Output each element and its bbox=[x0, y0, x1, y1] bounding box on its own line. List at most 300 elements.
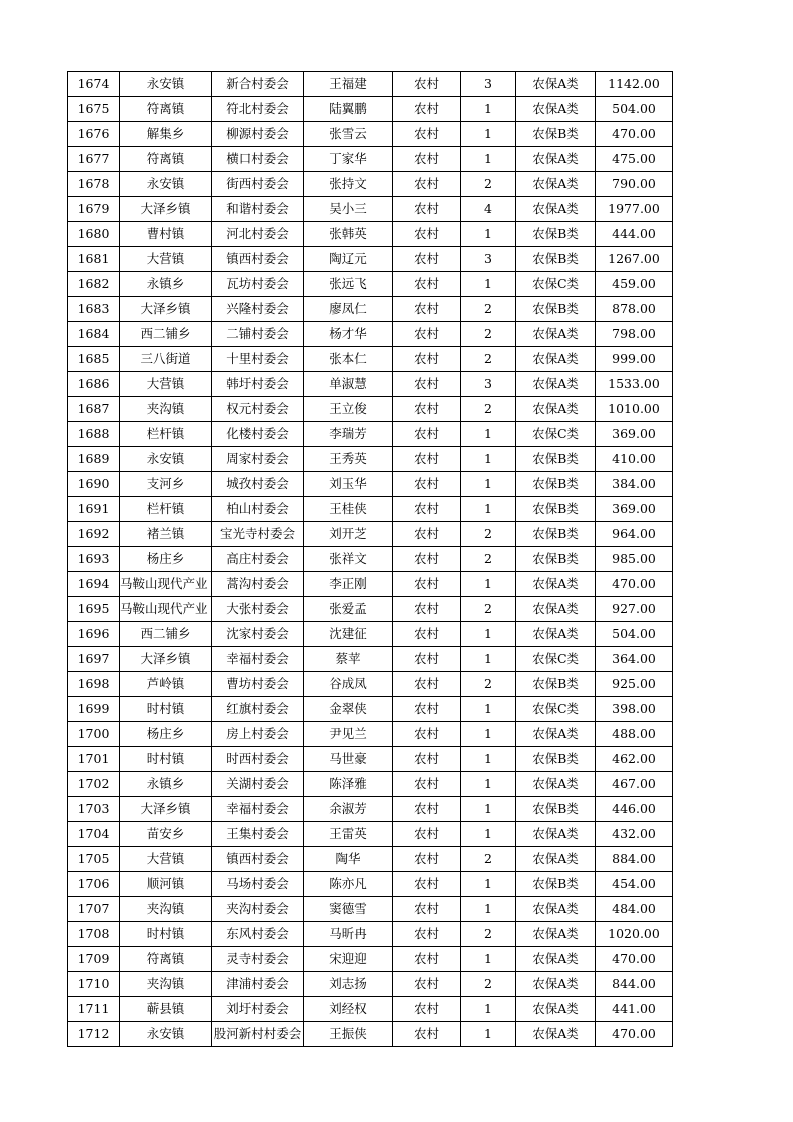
person-name-cell: 王立俊 bbox=[304, 397, 393, 422]
amount-cell: 925.00 bbox=[596, 672, 673, 697]
insurance-category-cell: 农保A类 bbox=[516, 847, 596, 872]
town-cell: 夹沟镇 bbox=[120, 397, 212, 422]
amount-cell: 441.00 bbox=[596, 997, 673, 1022]
town-cell: 时村镇 bbox=[120, 697, 212, 722]
area-type-cell: 农村 bbox=[393, 197, 461, 222]
insurance-category-cell: 农保B类 bbox=[516, 222, 596, 247]
record-id-cell: 1712 bbox=[68, 1022, 120, 1047]
insurance-category-cell: 农保A类 bbox=[516, 897, 596, 922]
insurance-category-cell: 农保A类 bbox=[516, 722, 596, 747]
table-row bbox=[68, 72, 673, 97]
household-count-cell: 1 bbox=[461, 497, 516, 522]
village-committee-cell: 幸福村委会 bbox=[212, 647, 304, 672]
household-count-cell: 1 bbox=[461, 722, 516, 747]
area-type-cell: 农村 bbox=[393, 897, 461, 922]
village-committee-cell: 宝光寺村委会 bbox=[212, 522, 304, 547]
table-row bbox=[68, 572, 673, 597]
table-row bbox=[68, 422, 673, 447]
insurance-category-cell: 农保A类 bbox=[516, 997, 596, 1022]
amount-cell: 470.00 bbox=[596, 572, 673, 597]
town-cell: 大泽乡镇 bbox=[120, 647, 212, 672]
area-type-cell: 农村 bbox=[393, 1022, 461, 1047]
person-name-cell: 李瑞芳 bbox=[304, 422, 393, 447]
village-committee-cell: 街西村委会 bbox=[212, 172, 304, 197]
village-committee-cell: 瓦坊村委会 bbox=[212, 272, 304, 297]
town-cell: 符离镇 bbox=[120, 147, 212, 172]
person-name-cell: 刘志扬 bbox=[304, 972, 393, 997]
area-type-cell: 农村 bbox=[393, 947, 461, 972]
record-id-cell: 1700 bbox=[68, 722, 120, 747]
amount-cell: 878.00 bbox=[596, 297, 673, 322]
record-id-cell: 1699 bbox=[68, 697, 120, 722]
area-type-cell: 农村 bbox=[393, 872, 461, 897]
village-committee-cell: 符北村委会 bbox=[212, 97, 304, 122]
person-name-cell: 王振侠 bbox=[304, 1022, 393, 1047]
amount-cell: 444.00 bbox=[596, 222, 673, 247]
record-id-cell: 1695 bbox=[68, 597, 120, 622]
person-name-cell: 马昕冉 bbox=[304, 922, 393, 947]
insurance-category-cell: 农保A类 bbox=[516, 822, 596, 847]
amount-cell: 504.00 bbox=[596, 97, 673, 122]
table-row bbox=[68, 847, 673, 872]
area-type-cell: 农村 bbox=[393, 72, 461, 97]
household-count-cell: 1 bbox=[461, 472, 516, 497]
amount-cell: 798.00 bbox=[596, 322, 673, 347]
table-row bbox=[68, 947, 673, 972]
record-id-cell: 1693 bbox=[68, 547, 120, 572]
household-count-cell: 1 bbox=[461, 947, 516, 972]
person-name-cell: 吴小三 bbox=[304, 197, 393, 222]
person-name-cell: 尹见兰 bbox=[304, 722, 393, 747]
town-cell: 栏杆镇 bbox=[120, 497, 212, 522]
amount-cell: 884.00 bbox=[596, 847, 673, 872]
person-name-cell: 丁家华 bbox=[304, 147, 393, 172]
insurance-category-cell: 农保A类 bbox=[516, 97, 596, 122]
table-row bbox=[68, 347, 673, 372]
village-committee-cell: 和谐村委会 bbox=[212, 197, 304, 222]
household-count-cell: 1 bbox=[461, 822, 516, 847]
household-count-cell: 1 bbox=[461, 797, 516, 822]
amount-cell: 470.00 bbox=[596, 1022, 673, 1047]
household-count-cell: 2 bbox=[461, 397, 516, 422]
person-name-cell: 蔡苹 bbox=[304, 647, 393, 672]
town-cell: 永安镇 bbox=[120, 1022, 212, 1047]
amount-cell: 364.00 bbox=[596, 647, 673, 672]
village-committee-cell: 柏山村委会 bbox=[212, 497, 304, 522]
person-name-cell: 宋迎迎 bbox=[304, 947, 393, 972]
amount-cell: 790.00 bbox=[596, 172, 673, 197]
area-type-cell: 农村 bbox=[393, 647, 461, 672]
area-type-cell: 农村 bbox=[393, 472, 461, 497]
amount-cell: 1267.00 bbox=[596, 247, 673, 272]
village-committee-cell: 兴隆村委会 bbox=[212, 297, 304, 322]
insurance-category-cell: 农保A类 bbox=[516, 947, 596, 972]
table-row bbox=[68, 122, 673, 147]
insurance-category-cell: 农保C类 bbox=[516, 422, 596, 447]
table-row bbox=[68, 697, 673, 722]
household-count-cell: 1 bbox=[461, 772, 516, 797]
person-name-cell: 余淑芳 bbox=[304, 797, 393, 822]
town-cell: 夹沟镇 bbox=[120, 972, 212, 997]
household-count-cell: 2 bbox=[461, 972, 516, 997]
household-count-cell: 1 bbox=[461, 122, 516, 147]
village-committee-cell: 王集村委会 bbox=[212, 822, 304, 847]
record-id-cell: 1683 bbox=[68, 297, 120, 322]
person-name-cell: 廖凤仁 bbox=[304, 297, 393, 322]
person-name-cell: 王福建 bbox=[304, 72, 393, 97]
amount-cell: 1533.00 bbox=[596, 372, 673, 397]
town-cell: 符离镇 bbox=[120, 947, 212, 972]
area-type-cell: 农村 bbox=[393, 97, 461, 122]
village-committee-cell: 关湖村委会 bbox=[212, 772, 304, 797]
amount-cell: 410.00 bbox=[596, 447, 673, 472]
town-cell: 解集乡 bbox=[120, 122, 212, 147]
table-body bbox=[68, 72, 673, 1047]
village-committee-cell: 股河新村村委会 bbox=[212, 1022, 304, 1047]
area-type-cell: 农村 bbox=[393, 997, 461, 1022]
village-committee-cell: 沈家村委会 bbox=[212, 622, 304, 647]
area-type-cell: 农村 bbox=[393, 522, 461, 547]
table-row bbox=[68, 247, 673, 272]
person-name-cell: 陶辽元 bbox=[304, 247, 393, 272]
person-name-cell: 杨才华 bbox=[304, 322, 393, 347]
amount-cell: 462.00 bbox=[596, 747, 673, 772]
table-row bbox=[68, 722, 673, 747]
household-count-cell: 3 bbox=[461, 247, 516, 272]
amount-cell: 1977.00 bbox=[596, 197, 673, 222]
insurance-category-cell: 农保A类 bbox=[516, 147, 596, 172]
record-id-cell: 1709 bbox=[68, 947, 120, 972]
village-committee-cell: 灵寺村委会 bbox=[212, 947, 304, 972]
town-cell: 曹村镇 bbox=[120, 222, 212, 247]
insurance-category-cell: 农保A类 bbox=[516, 397, 596, 422]
area-type-cell: 农村 bbox=[393, 772, 461, 797]
insurance-category-cell: 农保A类 bbox=[516, 322, 596, 347]
area-type-cell: 农村 bbox=[393, 622, 461, 647]
household-count-cell: 2 bbox=[461, 672, 516, 697]
village-committee-cell: 河北村委会 bbox=[212, 222, 304, 247]
household-count-cell: 1 bbox=[461, 897, 516, 922]
insurance-category-cell: 农保B类 bbox=[516, 247, 596, 272]
insurance-category-cell: 农保B类 bbox=[516, 472, 596, 497]
person-name-cell: 王秀英 bbox=[304, 447, 393, 472]
area-type-cell: 农村 bbox=[393, 697, 461, 722]
table-row bbox=[68, 1022, 673, 1047]
area-type-cell: 农村 bbox=[393, 572, 461, 597]
household-count-cell: 1 bbox=[461, 97, 516, 122]
insurance-category-cell: 农保A类 bbox=[516, 922, 596, 947]
insurance-category-cell: 农保C类 bbox=[516, 272, 596, 297]
amount-cell: 398.00 bbox=[596, 697, 673, 722]
insurance-category-cell: 农保A类 bbox=[516, 197, 596, 222]
area-type-cell: 农村 bbox=[393, 147, 461, 172]
area-type-cell: 农村 bbox=[393, 447, 461, 472]
area-type-cell: 农村 bbox=[393, 122, 461, 147]
insurance-category-cell: 农保B类 bbox=[516, 672, 596, 697]
insurance-category-cell: 农保A类 bbox=[516, 972, 596, 997]
table-row bbox=[68, 222, 673, 247]
person-name-cell: 张雪云 bbox=[304, 122, 393, 147]
record-id-cell: 1692 bbox=[68, 522, 120, 547]
area-type-cell: 农村 bbox=[393, 972, 461, 997]
household-count-cell: 1 bbox=[461, 647, 516, 672]
village-committee-cell: 东风村委会 bbox=[212, 922, 304, 947]
area-type-cell: 农村 bbox=[393, 722, 461, 747]
village-committee-cell: 二铺村委会 bbox=[212, 322, 304, 347]
person-name-cell: 单淑慧 bbox=[304, 372, 393, 397]
table-row bbox=[68, 397, 673, 422]
village-committee-cell: 时西村委会 bbox=[212, 747, 304, 772]
town-cell: 杨庄乡 bbox=[120, 722, 212, 747]
record-id-cell: 1705 bbox=[68, 847, 120, 872]
household-count-cell: 1 bbox=[461, 872, 516, 897]
village-committee-cell: 权元村委会 bbox=[212, 397, 304, 422]
insurance-category-cell: 农保B类 bbox=[516, 497, 596, 522]
person-name-cell: 张本仁 bbox=[304, 347, 393, 372]
town-cell: 永安镇 bbox=[120, 72, 212, 97]
table-row bbox=[68, 822, 673, 847]
town-cell: 大营镇 bbox=[120, 247, 212, 272]
record-id-cell: 1677 bbox=[68, 147, 120, 172]
area-type-cell: 农村 bbox=[393, 922, 461, 947]
town-cell: 马鞍山现代产业 bbox=[120, 572, 212, 597]
insurance-category-cell: 农保B类 bbox=[516, 872, 596, 897]
table-row bbox=[68, 897, 673, 922]
table-row bbox=[68, 547, 673, 572]
town-cell: 永安镇 bbox=[120, 447, 212, 472]
table-row bbox=[68, 272, 673, 297]
town-cell: 杨庄乡 bbox=[120, 547, 212, 572]
insurance-category-cell: 农保A类 bbox=[516, 772, 596, 797]
household-count-cell: 1 bbox=[461, 572, 516, 597]
record-id-cell: 1707 bbox=[68, 897, 120, 922]
insurance-category-cell: 农保B类 bbox=[516, 522, 596, 547]
village-committee-cell: 津浦村委会 bbox=[212, 972, 304, 997]
area-type-cell: 农村 bbox=[393, 222, 461, 247]
table-row bbox=[68, 672, 673, 697]
record-id-cell: 1674 bbox=[68, 72, 120, 97]
amount-cell: 484.00 bbox=[596, 897, 673, 922]
person-name-cell: 马世豪 bbox=[304, 747, 393, 772]
insurance-category-cell: 农保B类 bbox=[516, 797, 596, 822]
amount-cell: 964.00 bbox=[596, 522, 673, 547]
record-id-cell: 1697 bbox=[68, 647, 120, 672]
person-name-cell: 刘经权 bbox=[304, 997, 393, 1022]
household-count-cell: 1 bbox=[461, 447, 516, 472]
table-row bbox=[68, 597, 673, 622]
record-id-cell: 1678 bbox=[68, 172, 120, 197]
town-cell: 时村镇 bbox=[120, 747, 212, 772]
area-type-cell: 农村 bbox=[393, 172, 461, 197]
area-type-cell: 农村 bbox=[393, 497, 461, 522]
town-cell: 马鞍山现代产业 bbox=[120, 597, 212, 622]
household-count-cell: 2 bbox=[461, 922, 516, 947]
amount-cell: 504.00 bbox=[596, 622, 673, 647]
area-type-cell: 农村 bbox=[393, 597, 461, 622]
insurance-category-cell: 农保A类 bbox=[516, 172, 596, 197]
village-committee-cell: 柳源村委会 bbox=[212, 122, 304, 147]
record-id-cell: 1698 bbox=[68, 672, 120, 697]
amount-cell: 446.00 bbox=[596, 797, 673, 822]
table-row bbox=[68, 472, 673, 497]
insurance-category-cell: 农保B类 bbox=[516, 297, 596, 322]
village-committee-cell: 城孜村委会 bbox=[212, 472, 304, 497]
village-committee-cell: 新合村委会 bbox=[212, 72, 304, 97]
area-type-cell: 农村 bbox=[393, 372, 461, 397]
town-cell: 大泽乡镇 bbox=[120, 797, 212, 822]
record-id-cell: 1686 bbox=[68, 372, 120, 397]
village-committee-cell: 夹沟村委会 bbox=[212, 897, 304, 922]
town-cell: 支河乡 bbox=[120, 472, 212, 497]
town-cell: 永镇乡 bbox=[120, 772, 212, 797]
area-type-cell: 农村 bbox=[393, 672, 461, 697]
person-name-cell: 陆翼鹏 bbox=[304, 97, 393, 122]
town-cell: 永镇乡 bbox=[120, 272, 212, 297]
insurance-category-cell: 农保B类 bbox=[516, 547, 596, 572]
record-id-cell: 1703 bbox=[68, 797, 120, 822]
record-id-cell: 1694 bbox=[68, 572, 120, 597]
insurance-category-cell: 农保B类 bbox=[516, 447, 596, 472]
record-id-cell: 1687 bbox=[68, 397, 120, 422]
insurance-category-cell: 农保A类 bbox=[516, 622, 596, 647]
record-id-cell: 1680 bbox=[68, 222, 120, 247]
village-committee-cell: 大张村委会 bbox=[212, 597, 304, 622]
household-count-cell: 2 bbox=[461, 847, 516, 872]
area-type-cell: 农村 bbox=[393, 797, 461, 822]
record-id-cell: 1688 bbox=[68, 422, 120, 447]
area-type-cell: 农村 bbox=[393, 347, 461, 372]
insurance-category-cell: 农保C类 bbox=[516, 647, 596, 672]
record-id-cell: 1706 bbox=[68, 872, 120, 897]
insurance-category-cell: 农保A类 bbox=[516, 72, 596, 97]
table-row bbox=[68, 172, 673, 197]
household-count-cell: 1 bbox=[461, 697, 516, 722]
town-cell: 三八街道 bbox=[120, 347, 212, 372]
amount-cell: 844.00 bbox=[596, 972, 673, 997]
household-count-cell: 1 bbox=[461, 1022, 516, 1047]
area-type-cell: 农村 bbox=[393, 397, 461, 422]
amount-cell: 459.00 bbox=[596, 272, 673, 297]
village-committee-cell: 高庄村委会 bbox=[212, 547, 304, 572]
person-name-cell: 张远飞 bbox=[304, 272, 393, 297]
town-cell: 夹沟镇 bbox=[120, 897, 212, 922]
insurance-category-cell: 农保B类 bbox=[516, 747, 596, 772]
table-row bbox=[68, 372, 673, 397]
town-cell: 西二铺乡 bbox=[120, 322, 212, 347]
person-name-cell: 王雷英 bbox=[304, 822, 393, 847]
person-name-cell: 王桂侠 bbox=[304, 497, 393, 522]
household-count-cell: 1 bbox=[461, 997, 516, 1022]
household-count-cell: 2 bbox=[461, 297, 516, 322]
table-row bbox=[68, 197, 673, 222]
village-committee-cell: 房上村委会 bbox=[212, 722, 304, 747]
insurance-category-cell: 农保A类 bbox=[516, 347, 596, 372]
village-committee-cell: 周家村委会 bbox=[212, 447, 304, 472]
record-id-cell: 1676 bbox=[68, 122, 120, 147]
amount-cell: 454.00 bbox=[596, 872, 673, 897]
town-cell: 大泽乡镇 bbox=[120, 197, 212, 222]
household-count-cell: 2 bbox=[461, 522, 516, 547]
household-count-cell: 2 bbox=[461, 172, 516, 197]
amount-cell: 467.00 bbox=[596, 772, 673, 797]
record-id-cell: 1702 bbox=[68, 772, 120, 797]
insurance-category-cell: 农保A类 bbox=[516, 1022, 596, 1047]
town-cell: 顺河镇 bbox=[120, 872, 212, 897]
household-count-cell: 1 bbox=[461, 222, 516, 247]
person-name-cell: 陈亦凡 bbox=[304, 872, 393, 897]
village-committee-cell: 化楼村委会 bbox=[212, 422, 304, 447]
record-id-cell: 1689 bbox=[68, 447, 120, 472]
person-name-cell: 谷成凤 bbox=[304, 672, 393, 697]
record-id-cell: 1681 bbox=[68, 247, 120, 272]
town-cell: 大营镇 bbox=[120, 847, 212, 872]
area-type-cell: 农村 bbox=[393, 847, 461, 872]
village-committee-cell: 镇西村委会 bbox=[212, 247, 304, 272]
welfare-table bbox=[67, 71, 673, 1047]
amount-cell: 985.00 bbox=[596, 547, 673, 572]
table-row bbox=[68, 972, 673, 997]
record-id-cell: 1696 bbox=[68, 622, 120, 647]
person-name-cell: 刘开芝 bbox=[304, 522, 393, 547]
amount-cell: 470.00 bbox=[596, 947, 673, 972]
table-row bbox=[68, 147, 673, 172]
person-name-cell: 张持文 bbox=[304, 172, 393, 197]
table-row bbox=[68, 497, 673, 522]
town-cell: 大泽乡镇 bbox=[120, 297, 212, 322]
household-count-cell: 2 bbox=[461, 547, 516, 572]
town-cell: 芦岭镇 bbox=[120, 672, 212, 697]
amount-cell: 475.00 bbox=[596, 147, 673, 172]
area-type-cell: 农村 bbox=[393, 297, 461, 322]
amount-cell: 432.00 bbox=[596, 822, 673, 847]
village-committee-cell: 镇西村委会 bbox=[212, 847, 304, 872]
household-count-cell: 1 bbox=[461, 622, 516, 647]
record-id-cell: 1690 bbox=[68, 472, 120, 497]
person-name-cell: 张爱孟 bbox=[304, 597, 393, 622]
village-committee-cell: 韩圩村委会 bbox=[212, 372, 304, 397]
village-committee-cell: 幸福村委会 bbox=[212, 797, 304, 822]
household-count-cell: 1 bbox=[461, 272, 516, 297]
area-type-cell: 农村 bbox=[393, 322, 461, 347]
amount-cell: 999.00 bbox=[596, 347, 673, 372]
insurance-category-cell: 农保A类 bbox=[516, 372, 596, 397]
table-row bbox=[68, 997, 673, 1022]
insurance-category-cell: 农保A类 bbox=[516, 572, 596, 597]
insurance-category-cell: 农保A类 bbox=[516, 597, 596, 622]
amount-cell: 369.00 bbox=[596, 497, 673, 522]
town-cell: 褚兰镇 bbox=[120, 522, 212, 547]
record-id-cell: 1679 bbox=[68, 197, 120, 222]
record-id-cell: 1684 bbox=[68, 322, 120, 347]
person-name-cell: 张祥文 bbox=[304, 547, 393, 572]
table-row bbox=[68, 922, 673, 947]
person-name-cell: 刘玉华 bbox=[304, 472, 393, 497]
village-committee-cell: 横口村委会 bbox=[212, 147, 304, 172]
table-row bbox=[68, 97, 673, 122]
table-row bbox=[68, 447, 673, 472]
table-row bbox=[68, 747, 673, 772]
record-id-cell: 1704 bbox=[68, 822, 120, 847]
record-id-cell: 1701 bbox=[68, 747, 120, 772]
record-id-cell: 1691 bbox=[68, 497, 120, 522]
town-cell: 苗安乡 bbox=[120, 822, 212, 847]
amount-cell: 927.00 bbox=[596, 597, 673, 622]
amount-cell: 1010.00 bbox=[596, 397, 673, 422]
town-cell: 西二铺乡 bbox=[120, 622, 212, 647]
household-count-cell: 1 bbox=[461, 147, 516, 172]
amount-cell: 470.00 bbox=[596, 122, 673, 147]
area-type-cell: 农村 bbox=[393, 547, 461, 572]
